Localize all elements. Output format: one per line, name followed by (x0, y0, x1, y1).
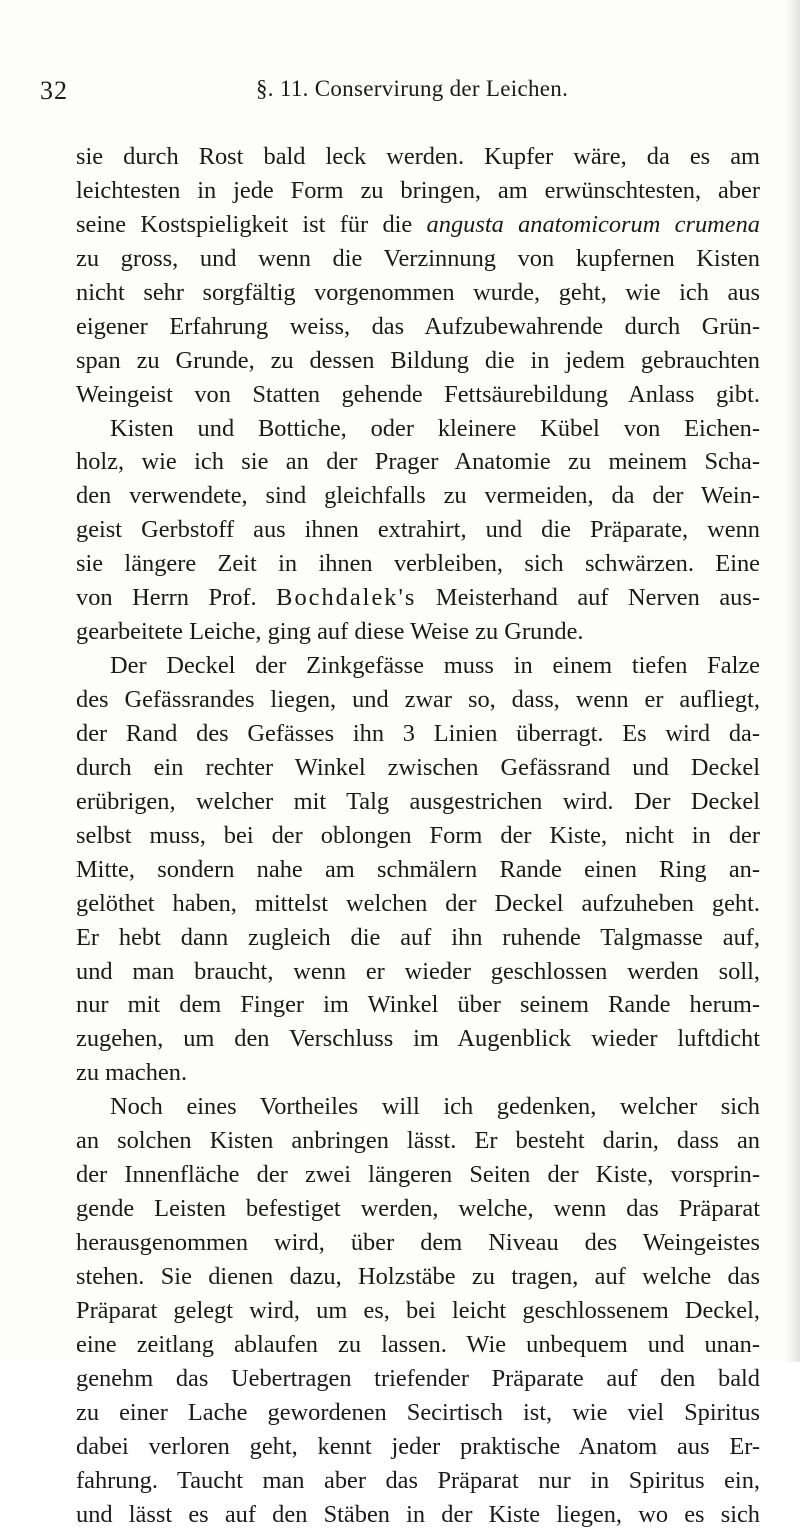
text-line: sie längere Zeit in ihnen verbleiben, sich schwärzen. Eine (76, 547, 760, 581)
text-line: fahrung. Taucht man aber das Präparat nur in Spiritus ein, (76, 1464, 760, 1498)
text-line: genehm das Uebertragen triefender Präparate auf den bald (76, 1362, 760, 1396)
text-line: des Gefässrandes liegen, und zwar so, dass, wenn er aufliegt, (76, 683, 760, 717)
text-line: durch ein rechter Winkel zwischen Gefässrand und Deckel (76, 751, 760, 785)
italic-phrase: angusta anatomicorum crumena (427, 211, 760, 238)
page-edge-shadow (786, 0, 800, 1362)
text-line: an solchen Kisten anbringen lässt. Er besteht darin, dass an (76, 1124, 760, 1158)
text-line: Mitte, sondern nahe am schmälern Rande einen Ring an- (76, 853, 760, 887)
text-line: der Rand des Gefässes ihn 3 Linien überragt. Es wird da- (76, 717, 760, 751)
text-line: gearbeitete Leiche, ging auf diese Weise zu Grunde. (76, 615, 760, 649)
text-line: nur mit dem Finger im Winkel über seinem Rande herum- (76, 988, 760, 1022)
text-line: erübrigen, welcher mit Talg ausgestrichen wird. Der Deckel (76, 785, 760, 819)
text-line: gelöthet haben, mittelst welchen der Deckel aufzuheben geht. (76, 887, 760, 921)
text-line: span zu Grunde, zu dessen Bildung die in jedem gebrauchten (76, 344, 760, 378)
text-line: Er hebt dann zugleich die auf ihn ruhende Talgmasse auf, (76, 921, 760, 955)
text-line: Präparat gelegt wird, um es, bei leicht geschlossenem Deckel, (76, 1294, 760, 1328)
text-run: seine Kostspieligkeit ist für die (76, 211, 427, 238)
text-line: zugehen, um den Verschluss im Augenblick wieder luftdicht (76, 1022, 760, 1056)
text-line: eine zeitlang ablaufen zu lassen. Wie unbequem und unan- (76, 1328, 760, 1362)
text-line: Weingeist von Statten gehende Fettsäurebildung Anlass gibt. (76, 378, 760, 412)
text-line: der Innenfläche der zwei längeren Seiten der Kiste, vorsprin- (76, 1158, 760, 1192)
text-line: gende Leisten befestiget werden, welche, wenn das Präparat (76, 1192, 760, 1226)
text-line (76, 208, 760, 242)
text-line: zu gross, und wenn die Verzinnung von kupfernen Kisten (76, 242, 760, 276)
spaced-name: Bochdalek's (276, 584, 416, 611)
text-line: und lässt es auf den Stäben in der Kiste liegen, wo es sich (76, 1498, 760, 1531)
page-number: 32 (40, 76, 68, 106)
running-head (40, 76, 740, 110)
text-line: und man braucht, wenn er wieder geschlossen werden soll, (76, 955, 760, 989)
text-line: sie durch Rost bald leck werden. Kupfer wäre, da es am (76, 140, 760, 174)
text-line: herausgenommen wird, über dem Niveau des Weingeistes (76, 1226, 760, 1260)
text-line: zu einer Lache gewordenen Secirtisch ist, wie viel Spiritus (76, 1396, 760, 1430)
text-run: Meisterhand auf Nerven aus- (416, 584, 760, 611)
text-run: von Herrn Prof. (76, 584, 276, 611)
text-line (76, 581, 760, 615)
text-line: geist Gerbstoff aus ihnen extrahirt, und die Präparate, wenn (76, 513, 760, 547)
text-line: nicht sehr sorgfältig vorgenommen wurde, geht, wie ich aus (76, 276, 760, 310)
text-line: stehen. Sie dienen dazu, Holzstäbe zu tragen, auf welche das (76, 1260, 760, 1294)
text-line: selbst muss, bei der oblongen Form der Kiste, nicht in der (76, 819, 760, 853)
text-line: Der Deckel der Zinkgefässe muss in einem tiefen Falze (76, 649, 760, 683)
body-text (76, 140, 760, 1531)
text-line: eigener Erfahrung weiss, das Aufzubewahrende durch Grün- (76, 310, 760, 344)
text-line: dabei verloren geht, kennt jeder praktische Anatom aus Er- (76, 1430, 760, 1464)
text-line: leichtesten in jede Form zu bringen, am erwünschtesten, aber (76, 174, 760, 208)
text-line: Kisten und Bottiche, oder kleinere Kübel von Eichen- (76, 412, 760, 446)
text-line: den verwendete, sind gleichfalls zu vermeiden, da der Wein- (76, 479, 760, 513)
text-line: holz, wie ich sie an der Prager Anatomie zu meinem Scha- (76, 445, 760, 479)
text-line: Noch eines Vortheiles will ich gedenken, welcher sich (76, 1090, 760, 1124)
section-title: §. 11. Conservirung der Leichen. (256, 76, 568, 102)
text-line: zu machen. (76, 1056, 760, 1090)
